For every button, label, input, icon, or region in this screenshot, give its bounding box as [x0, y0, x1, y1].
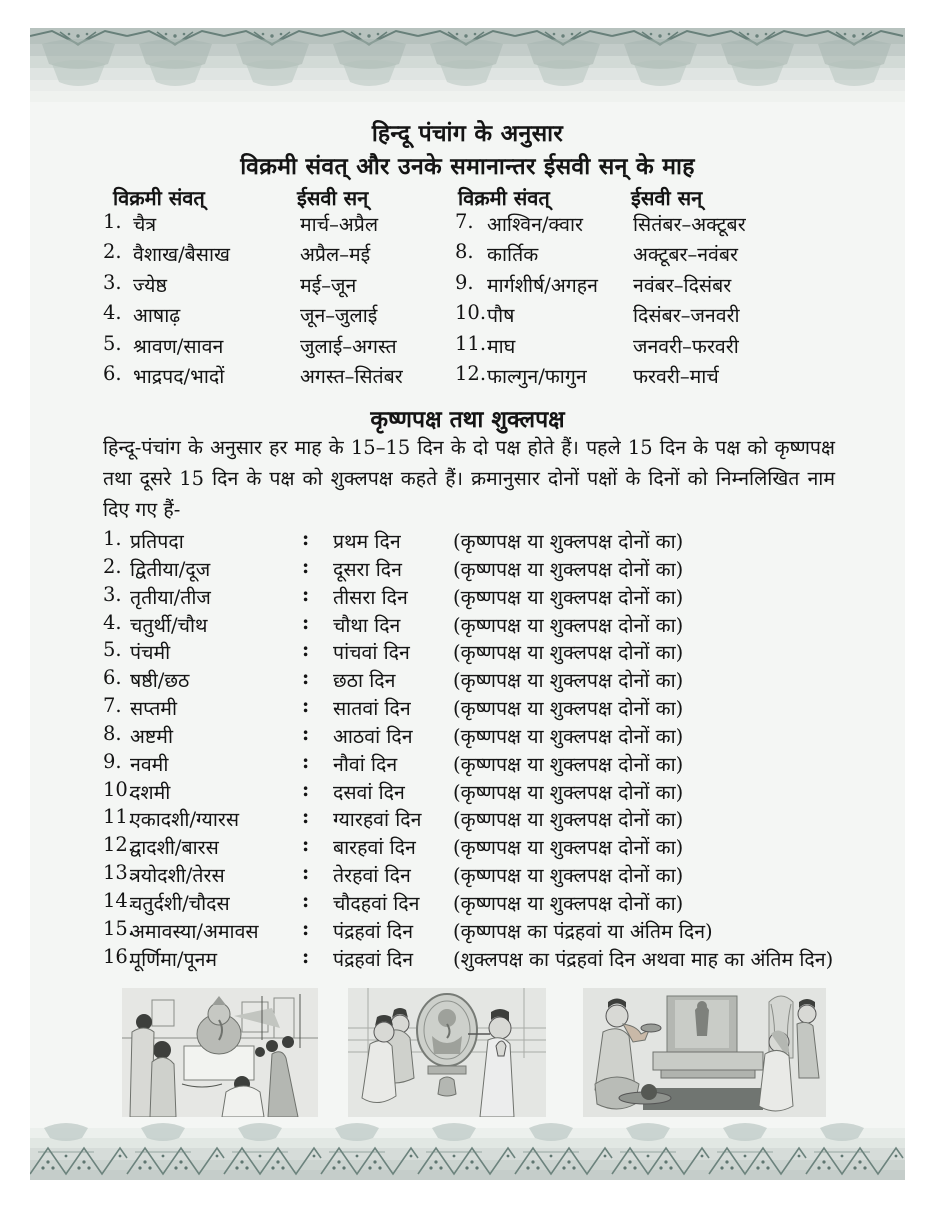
bottom-lace-border — [30, 1122, 905, 1180]
month-row — [455, 271, 746, 301]
tithi-day: बारहवां दिन — [333, 836, 416, 860]
tithi-row — [103, 805, 893, 833]
home-shrine-puja-illustration — [583, 988, 826, 1117]
month-name: मार्गशीर्ष/अगहन — [487, 273, 598, 297]
month-row — [455, 240, 746, 270]
month-number: 6. — [103, 361, 122, 385]
tithi-day: तेरहवां दिन — [333, 864, 411, 888]
tithi-note: (कृष्णपक्ष या शुक्लपक्ष दोनों का) — [453, 836, 684, 860]
tithi-colon: : — [302, 610, 310, 634]
tithi-colon: : — [302, 944, 310, 968]
tithi-row — [103, 861, 893, 889]
tithi-name: दशमी — [130, 780, 171, 804]
tithi-note: (कृष्णपक्ष या शुक्लपक्ष दोनों का) — [453, 697, 684, 721]
ganesh-puja-illustration — [348, 988, 546, 1117]
tithi-row — [103, 750, 893, 778]
month-gregorian-range: अक्टूबर–नवंबर — [633, 243, 738, 267]
tithi-colon: : — [302, 721, 310, 745]
month-row — [103, 332, 403, 362]
month-gregorian-range: जनवरी–फरवरी — [633, 334, 739, 358]
month-gregorian-range: सितंबर–अक्टूबर — [633, 213, 746, 236]
month-name: फाल्गुन/फागुन — [487, 364, 587, 388]
month-number: 12. — [455, 361, 487, 385]
months-table-left — [103, 210, 403, 392]
tithi-colon: : — [302, 888, 310, 912]
month-gregorian-range: जून–जुलाई — [300, 304, 378, 328]
tithi-colon: : — [302, 666, 310, 690]
month-name: वैशाख/बैसाख — [133, 243, 230, 267]
month-row — [455, 301, 746, 331]
col-header-vikrami-left: विक्रमी संवत् — [113, 186, 205, 210]
tithi-row — [103, 945, 893, 973]
month-name: आश्विन/क्वार — [487, 213, 583, 236]
month-row — [103, 240, 403, 270]
tithi-colon: : — [302, 833, 310, 857]
tithi-number: 15. — [103, 916, 135, 940]
tithi-number: 12. — [103, 833, 135, 857]
tithi-row — [103, 666, 893, 694]
tithi-note: (कृष्णपक्ष या शुक्लपक्ष दोनों का) — [453, 808, 684, 832]
tithi-day: तीसरा दिन — [333, 585, 408, 609]
month-gregorian-range: मार्च–अप्रैल — [300, 213, 379, 236]
month-name: पौष — [487, 304, 515, 328]
tithi-row — [103, 555, 893, 583]
tithi-colon: : — [302, 554, 310, 578]
tithi-day: ग्यारहवां दिन — [333, 808, 422, 832]
month-name: चैत्र — [133, 213, 157, 236]
month-gregorian-range: अप्रैल–मई — [300, 243, 371, 267]
tithi-name: तृतीया/तीज — [130, 585, 211, 609]
tithi-list — [103, 527, 893, 973]
month-row — [103, 362, 403, 392]
tithi-row — [103, 583, 893, 611]
tithi-day: प्रथम दिन — [333, 530, 401, 553]
tithi-note: (कृष्णपक्ष या शुक्लपक्ष दोनों का) — [453, 613, 684, 637]
tithi-day: पंद्रहवां दिन — [333, 947, 414, 971]
month-number: 3. — [103, 270, 122, 294]
tithi-colon: : — [302, 749, 310, 773]
month-row — [455, 362, 746, 392]
tithi-row — [103, 917, 893, 945]
bottom-lace-border-pattern-icon — [30, 1122, 905, 1180]
tithi-note: (शुक्लपक्ष का पंद्रहवां दिन अथवा माह का अंतिम दिन) — [453, 947, 834, 971]
month-row — [455, 210, 746, 240]
tithi-note: (कृष्णपक्ष या शुक्लपक्ष दोनों का) — [453, 864, 684, 888]
tithi-name: द्वादशी/बारस — [130, 836, 219, 860]
paksha-section-heading: कृष्णपक्ष तथा शुक्लपक्ष — [370, 406, 565, 433]
tithi-name: अष्टमी — [130, 724, 173, 748]
top-lace-border — [30, 28, 905, 102]
tithi-number: 14. — [103, 888, 135, 912]
month-name: भाद्रपद/भादों — [133, 364, 225, 388]
tithi-row — [103, 833, 893, 861]
months-table-right — [455, 210, 746, 392]
month-number: 9. — [455, 270, 474, 294]
month-number: 5. — [103, 331, 122, 355]
tithi-day: आठवां दिन — [333, 724, 413, 748]
month-gregorian-range: दिसंबर–जनवरी — [633, 304, 740, 328]
tithi-note: (कृष्णपक्ष या शुक्लपक्ष दोनों का) — [453, 585, 684, 609]
col-header-vikrami-right: विक्रमी संवत् — [458, 186, 550, 210]
tithi-day: नौवां दिन — [333, 752, 398, 776]
month-name: माघ — [487, 334, 516, 358]
month-number: 11. — [455, 331, 487, 355]
scanned-page — [30, 28, 905, 1180]
tithi-number: 9. — [103, 749, 122, 773]
tithi-note: (कृष्णपक्ष या शुक्लपक्ष दोनों का) — [453, 752, 684, 776]
tithi-number: 16. — [103, 944, 135, 968]
ganesh-procession-illustration — [122, 988, 318, 1117]
page-subtitle: विक्रमी संवत् और उनके समानान्तर ईसवी सन् के माह — [240, 153, 695, 180]
tithi-colon: : — [302, 582, 310, 606]
month-gregorian-range: नवंबर–दिसंबर — [633, 273, 732, 297]
month-number: 2. — [103, 240, 122, 264]
tithi-name: अमावस्या/अमावस — [130, 919, 259, 943]
tithi-number: 6. — [103, 666, 122, 690]
tithi-row — [103, 694, 893, 722]
tithi-note: (कृष्णपक्ष का पंद्रहवां या अंतिम दिन) — [453, 919, 713, 943]
tithi-number: 10. — [103, 777, 135, 801]
tithi-number: 7. — [103, 694, 122, 718]
tithi-day: पांचवां दिन — [333, 641, 410, 665]
tithi-day: चौदहवां दिन — [333, 891, 420, 915]
tithi-day: पंद्रहवां दिन — [333, 919, 414, 943]
tithi-row — [103, 527, 893, 555]
tithi-number: 3. — [103, 582, 122, 606]
tithi-name: पंचमी — [130, 641, 171, 665]
tithi-number: 4. — [103, 610, 122, 634]
tithi-note: (कृष्णपक्ष या शुक्लपक्ष दोनों का) — [453, 557, 684, 581]
tithi-number: 2. — [103, 554, 122, 578]
tithi-note: (कृष्णपक्ष या शुक्लपक्ष दोनों का) — [453, 891, 684, 915]
tithi-number: 11. — [103, 805, 135, 829]
tithi-colon: : — [302, 527, 310, 550]
tithi-colon: : — [302, 777, 310, 801]
paksha-paragraph: हिन्दू-पंचांग के अनुसार हर माह के 15–15 दिन के दो पक्ष होते हैं। पहले 15 दिन के पक्ष को कृष्णपक्ष तथा दूसरे 15 दिन के पक्ष को शुक्लपक्ष कहते हैं। क्रमानुसार दोनों पक्षों के दिनों को निम्नलिखित नाम दिए गए हैं- — [103, 436, 835, 521]
tithi-row — [103, 778, 893, 806]
tithi-name: पूर्णिमा/पूनम — [130, 947, 218, 971]
month-name: कार्तिक — [487, 243, 539, 267]
tithi-note: (कृष्णपक्ष या शुक्लपक्ष दोनों का) — [453, 669, 684, 693]
tithi-name: एकादशी/ग्यारस — [130, 808, 240, 832]
tithi-row — [103, 638, 893, 666]
tithi-day: चौथा दिन — [333, 613, 401, 637]
col-header-isvi-left: ईसवी सन् — [297, 186, 369, 210]
month-number: 1. — [103, 210, 122, 233]
tithi-note: (कृष्णपक्ष या शुक्लपक्ष दोनों का) — [453, 780, 684, 804]
top-lace-border-pattern-icon — [30, 28, 905, 102]
tithi-day: छठा दिन — [333, 669, 396, 693]
tithi-name: चतुर्दशी/चौदस — [130, 891, 230, 915]
month-row — [455, 332, 746, 362]
tithi-day: दूसरा दिन — [333, 557, 402, 581]
tithi-row — [103, 889, 893, 917]
month-gregorian-range: जुलाई–अगस्त — [300, 334, 397, 358]
month-number: 4. — [103, 301, 122, 325]
month-number: 8. — [455, 240, 474, 264]
tithi-colon: : — [302, 861, 310, 885]
tithi-name: चतुर्थी/चौथ — [130, 613, 208, 637]
tithi-row — [103, 611, 893, 639]
month-name: ज्येष्ठ — [133, 273, 167, 297]
tithi-note: (कृष्णपक्ष या शुक्लपक्ष दोनों का) — [453, 530, 684, 553]
tithi-colon: : — [302, 805, 310, 829]
tithi-name: षष्ठी/छठ — [130, 669, 190, 693]
month-number: 7. — [455, 210, 474, 233]
tithi-note: (कृष्णपक्ष या शुक्लपक्ष दोनों का) — [453, 724, 684, 748]
month-row — [103, 301, 403, 331]
tithi-name: प्रतिपदा — [130, 530, 184, 553]
month-row — [103, 210, 403, 240]
col-header-isvi-right: ईसवी सन् — [631, 186, 703, 210]
tithi-number: 8. — [103, 721, 122, 745]
tithi-name: नवमी — [130, 752, 169, 776]
month-gregorian-range: फरवरी–मार्च — [633, 364, 719, 388]
tithi-name: सप्तमी — [130, 697, 178, 721]
tithi-number: 1. — [103, 527, 122, 550]
tithi-name: द्वितीया/दूज — [130, 557, 211, 581]
month-name: श्रावण/सावन — [133, 334, 224, 358]
tithi-colon: : — [302, 638, 310, 662]
tithi-number: 5. — [103, 638, 122, 662]
tithi-day: सातवां दिन — [333, 697, 411, 721]
tithi-colon: : — [302, 916, 310, 940]
month-number: 10. — [455, 301, 487, 325]
month-name: आषाढ़ — [133, 304, 181, 328]
month-gregorian-range: अगस्त–सितंबर — [300, 364, 403, 388]
month-gregorian-range: मई–जून — [300, 273, 357, 297]
tithi-row — [103, 722, 893, 750]
tithi-day: दसवां दिन — [333, 780, 405, 804]
tithi-number: 13. — [103, 861, 135, 885]
tithi-name: त्रयोदशी/तेरस — [130, 864, 225, 888]
page-title: हिन्दू पंचांग के अनुसार — [371, 120, 564, 147]
tithi-colon: : — [302, 694, 310, 718]
month-row — [103, 271, 403, 301]
tithi-note: (कृष्णपक्ष या शुक्लपक्ष दोनों का) — [453, 641, 684, 665]
